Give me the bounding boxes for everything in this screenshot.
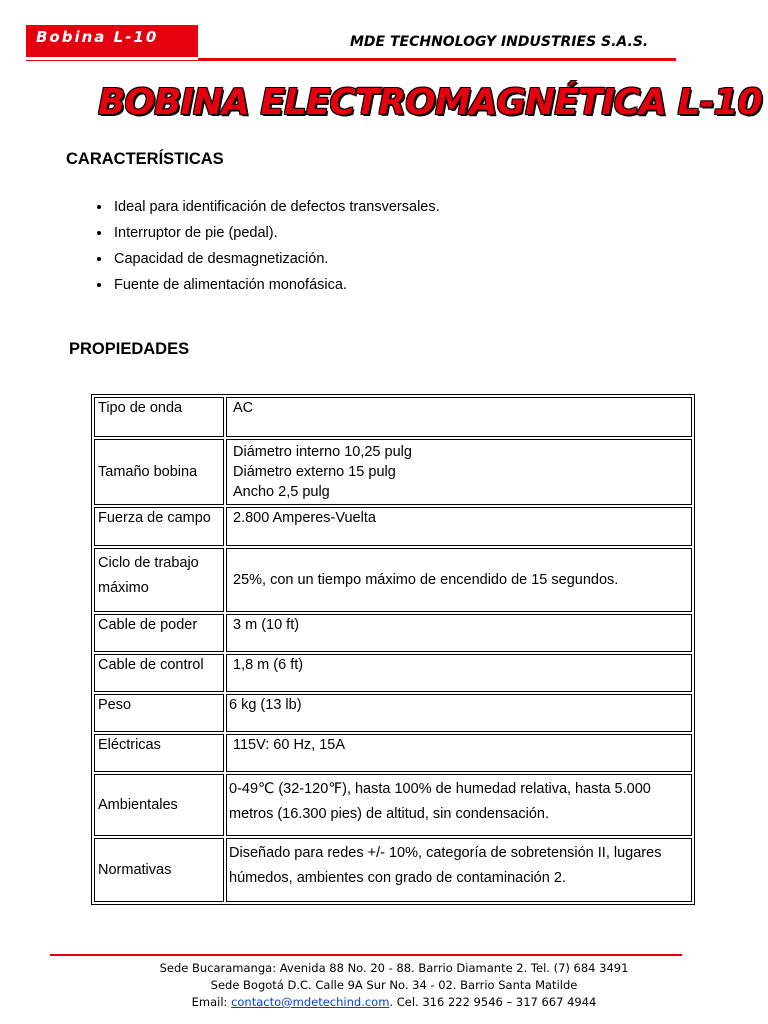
property-key: Normativas — [94, 838, 224, 902]
property-key: Tamaño bobina — [94, 439, 224, 505]
property-key: Eléctricas — [94, 734, 224, 772]
table-row — [94, 774, 692, 836]
features-list — [84, 194, 440, 298]
property-value: Diseñado para redes +/- 10%, categoría de sobretensión II, lugares húmedos, ambientes con grado de contaminación 2. — [226, 838, 692, 902]
properties-heading: PROPIEDADES — [69, 340, 190, 358]
footer-address-bogota: Sede Bogotá D.C. Calle 9A Sur No. 34 - 02. Barrio Santa Matilde — [210, 978, 578, 992]
header-divider-thin — [26, 60, 676, 61]
property-key: Tipo de onda — [94, 397, 224, 437]
table-row — [94, 439, 692, 505]
features-heading: CARACTERÍSTICAS — [66, 150, 224, 168]
list-item: • Fuente de alimentación monofásica. — [112, 272, 440, 298]
list-item: • Interruptor de pie (pedal). — [112, 220, 440, 246]
property-key: Cable de control — [94, 654, 224, 692]
footer-divider — [50, 954, 682, 956]
table-row — [94, 397, 692, 437]
list-item: • Ideal para identificación de defectos transversales. — [112, 194, 440, 220]
email-link[interactable]: contacto@mdetechind.com — [231, 995, 390, 1009]
property-value: 2.800 Amperes-Vuelta — [226, 507, 692, 546]
company-name: MDE TECHNOLOGY INDUSTRIES S.A.S. — [350, 34, 649, 50]
footer-address-bucaramanga: Sede Bucaramanga: Avenida 88 No. 20 - 88. Barrio Diamante 2. Tel. (7) 684 3491 — [159, 961, 629, 975]
property-key: Ambientales — [94, 774, 224, 836]
property-value: 0-49℃ (32-120℉), hasta 100% de humedad relativa, hasta 5.000 metros (16.300 pies) de altitud, sin condensación. — [226, 774, 692, 836]
footer-contact: Email: contacto@mdetechind.com. Cel. 316 222 9546 – 317 667 4944 — [191, 995, 597, 1009]
property-value: 6 kg (13 lb) — [226, 694, 692, 732]
property-value: 3 m (10 ft) — [226, 614, 692, 652]
properties-table — [91, 394, 695, 905]
property-value: 1,8 m (6 ft) — [226, 654, 692, 692]
list-item: • Capacidad de desmagnetización. — [112, 246, 440, 272]
table-row — [94, 734, 692, 772]
table-row — [94, 654, 692, 692]
table-row — [94, 548, 692, 612]
page-title: BOBINA ELECTROMAGNÉTICA L-10 — [98, 82, 762, 123]
property-key: Cable de poder — [94, 614, 224, 652]
property-key: Ciclo de trabajo máximo — [94, 548, 224, 612]
table-row — [94, 838, 692, 902]
property-value: 115V: 60 Hz, 15A — [226, 734, 692, 772]
footer — [0, 960, 768, 1011]
property-value: 25%, con un tiempo máximo de encendido de 15 segundos. — [226, 548, 692, 612]
property-key: Peso — [94, 694, 224, 732]
table-row — [94, 507, 692, 546]
property-value: Diámetro interno 10,25 pulg Diámetro externo 15 pulg Ancho 2,5 pulg — [226, 439, 692, 505]
document-tab-label: Bobina L-10 — [26, 25, 198, 57]
property-key: Fuerza de campo — [94, 507, 224, 546]
property-value: AC — [226, 397, 692, 437]
table-row — [94, 614, 692, 652]
table-row — [94, 694, 692, 732]
